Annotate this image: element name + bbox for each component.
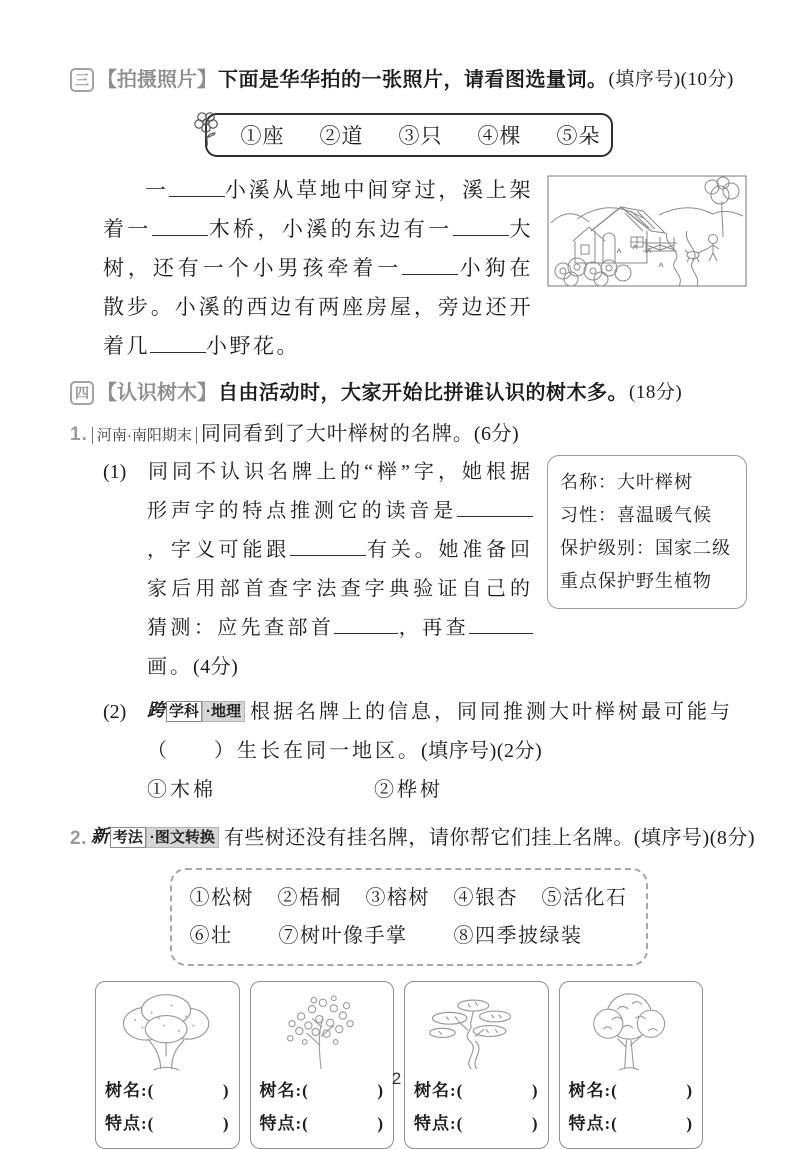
answer-blank-pinyin[interactable] bbox=[457, 496, 533, 517]
card4-feature-open: 特点:( bbox=[568, 1114, 618, 1133]
card4-name-close: ) bbox=[686, 1081, 693, 1100]
question1-sub1 bbox=[103, 453, 747, 687]
sub1-seg-1: 同同不认识名牌上的“榉”字，她根据形声字的特点推测它的读音是 bbox=[147, 461, 533, 522]
question1-source-tag: 河南·南阳期末 bbox=[92, 427, 197, 444]
measure-word-option-box bbox=[205, 113, 613, 157]
tree-option-7: ⑦树叶像手掌 bbox=[278, 925, 408, 947]
section3-header bbox=[70, 64, 747, 96]
flowering-tree-icon bbox=[260, 988, 385, 1074]
sub2-seg-1: 根据名牌上的信息，同同推测大叶榉树最可能与 bbox=[250, 701, 734, 723]
tree-option-2: ②梧桐 bbox=[277, 887, 342, 909]
tree-option-box bbox=[170, 868, 648, 966]
answer-blank-2[interactable] bbox=[152, 215, 208, 236]
answer-blank-4[interactable] bbox=[402, 254, 458, 275]
sub1-score: (4分) bbox=[193, 656, 239, 678]
measure-option-2: ②道 bbox=[319, 124, 364, 148]
badge-mid: 学科 bbox=[166, 701, 202, 722]
cross-subject-badge bbox=[147, 700, 245, 720]
badge-prefix: 跨 bbox=[147, 700, 165, 720]
tree-card-3 bbox=[404, 981, 549, 1149]
sub1-seg-4: ，再查 bbox=[398, 617, 470, 639]
answer-blank-choice[interactable] bbox=[170, 737, 214, 757]
sub1-seg-3: 有关。她准备回家后用部首查字法查字典验证自己的猜测：应先查部首 bbox=[147, 539, 534, 639]
tree-nameplate bbox=[547, 455, 747, 609]
pine-tree-icon bbox=[414, 988, 539, 1074]
answer-blank-3[interactable] bbox=[453, 215, 509, 236]
card2-name-open: 树名:( bbox=[259, 1081, 309, 1100]
question2-text: 有些树还没有挂名牌，请你帮它们挂上名牌。 bbox=[223, 827, 634, 849]
para-seg-6: 小野花。 bbox=[206, 334, 300, 358]
page-number: 2 bbox=[391, 1069, 402, 1088]
sub2-score: (填序号)(2分) bbox=[421, 740, 543, 762]
question2-number: 2. bbox=[70, 828, 87, 849]
question2-score: (填序号)(8分) bbox=[633, 827, 756, 849]
section4-tag: 【认识树木】 bbox=[97, 382, 217, 404]
tree-card-4 bbox=[559, 981, 704, 1149]
tree-option-5: ⑤活化石 bbox=[541, 887, 628, 909]
tree-cards bbox=[95, 981, 703, 1149]
sub1-label: (1) bbox=[103, 461, 127, 483]
sub2-seg-2: 生长在同一地区。 bbox=[237, 740, 421, 762]
badge2-mid: 考法 bbox=[110, 827, 146, 848]
sub1-seg-5: 画。 bbox=[147, 656, 193, 678]
card2-name-close: ) bbox=[377, 1081, 384, 1100]
nameplate-line-2: 习性：喜温暖气候 bbox=[560, 505, 712, 525]
card1-name-open: 树名:( bbox=[105, 1081, 155, 1100]
sub2-label: (2) bbox=[103, 701, 127, 723]
answer-blank-meaning[interactable] bbox=[290, 535, 366, 556]
tree-option-6: ⑥壮 bbox=[189, 925, 233, 947]
card3-name-open: 树名:( bbox=[414, 1081, 464, 1100]
section4-score: (18分) bbox=[629, 382, 683, 403]
question1-score: (6分) bbox=[473, 423, 520, 445]
para-seg-5: 小狗在散步。小溪的西边有两座房屋，旁边还开着几 bbox=[103, 256, 534, 358]
badge2-prefix: 新 bbox=[90, 826, 109, 846]
flower-icon bbox=[193, 111, 223, 147]
tree-option-row-2 bbox=[190, 917, 628, 955]
tree-card-2 bbox=[250, 981, 395, 1149]
broad-tree-icon bbox=[105, 988, 230, 1074]
badge2-suffix: ·图文转换 bbox=[146, 827, 219, 848]
card1-name-close: ) bbox=[222, 1081, 230, 1100]
question1-number: 1. bbox=[70, 424, 88, 445]
answer-blank-radical[interactable] bbox=[334, 613, 398, 634]
section3-marker: 三 bbox=[70, 68, 94, 92]
fill-in-paragraph bbox=[103, 171, 747, 366]
card1-feature-open: 特点:( bbox=[105, 1114, 155, 1133]
nameplate-line-1: 名称：大叶榉树 bbox=[560, 472, 693, 492]
tree-option-4: ④银杏 bbox=[453, 887, 518, 909]
section4-title: 自由活动时，大家开始比拼谁认识的树木多。 bbox=[218, 382, 628, 404]
card4-feature-line bbox=[569, 1107, 694, 1140]
sub1-seg-2: ，字义可能跟 bbox=[147, 539, 291, 561]
answer-blank-5[interactable] bbox=[150, 332, 206, 353]
sub2-text bbox=[103, 691, 747, 771]
leafy-tree-icon bbox=[569, 988, 694, 1074]
question2-line bbox=[70, 820, 756, 855]
new-method-badge bbox=[90, 826, 219, 846]
card3-feature-close: ) bbox=[531, 1114, 539, 1133]
card2-feature-close: ) bbox=[377, 1114, 384, 1133]
answer-blank-1[interactable] bbox=[169, 176, 225, 197]
nameplate-line-3: 保护级别：国家二级 bbox=[560, 538, 731, 558]
para-seg-1: 一 bbox=[145, 178, 169, 202]
section3-tag: 【拍摄照片】 bbox=[97, 69, 217, 91]
para-seg-3: 木桥，小溪的东边有一 bbox=[207, 217, 453, 241]
sub2-options bbox=[103, 771, 747, 810]
measure-option-4: ④棵 bbox=[477, 124, 522, 148]
tree-option-1: ①松树 bbox=[189, 887, 254, 909]
card2-feature-open: 特点:( bbox=[259, 1114, 309, 1133]
section3-score: (填序号)(10分) bbox=[608, 69, 734, 90]
question1-text: 同同看到了大叶榉树的名牌。 bbox=[200, 423, 474, 445]
photo-illustration bbox=[547, 175, 747, 287]
answer-blank-strokes[interactable] bbox=[469, 613, 533, 634]
measure-option-5: ⑤朵 bbox=[556, 124, 601, 148]
section3-title: 下面是华华拍的一张照片，请看图选量词。 bbox=[218, 69, 608, 91]
para-seg-4: 大树，还有一个小男孩牵着一 bbox=[103, 217, 534, 280]
card3-name-close: ) bbox=[531, 1081, 539, 1100]
section4-header bbox=[70, 377, 747, 409]
card1-feature-close: ) bbox=[222, 1114, 230, 1133]
measure-option-3: ③只 bbox=[398, 124, 443, 148]
tree-option-row-1 bbox=[190, 879, 628, 917]
question1-sub2 bbox=[103, 691, 747, 810]
paren-open: （ bbox=[147, 740, 170, 762]
sub2-option-1: ①木棉 bbox=[147, 779, 216, 801]
card3-feature-line bbox=[414, 1107, 539, 1140]
question1-line bbox=[70, 418, 747, 451]
sub2-option-2: ②桦树 bbox=[374, 779, 443, 801]
tree-card-1 bbox=[95, 981, 240, 1149]
card1-feature-line bbox=[105, 1107, 230, 1140]
section4-marker: 四 bbox=[70, 381, 94, 405]
card3-feature-open: 特点:( bbox=[414, 1114, 464, 1133]
paren-close: ） bbox=[214, 740, 237, 762]
card4-name-open: 树名:( bbox=[568, 1081, 618, 1100]
para-seg-2: 小溪从草地中间穿过，溪上架着一 bbox=[103, 178, 534, 241]
measure-option-1: ①座 bbox=[240, 124, 285, 148]
nameplate-line-4: 重点保护野生植物 bbox=[560, 571, 712, 591]
badge-suffix: ·地理 bbox=[202, 701, 245, 722]
card4-feature-close: ) bbox=[686, 1114, 693, 1133]
tree-option-8: ⑧四季披绿装 bbox=[453, 925, 583, 947]
tree-option-3: ③榕树 bbox=[365, 887, 430, 909]
card2-feature-line bbox=[260, 1107, 385, 1140]
